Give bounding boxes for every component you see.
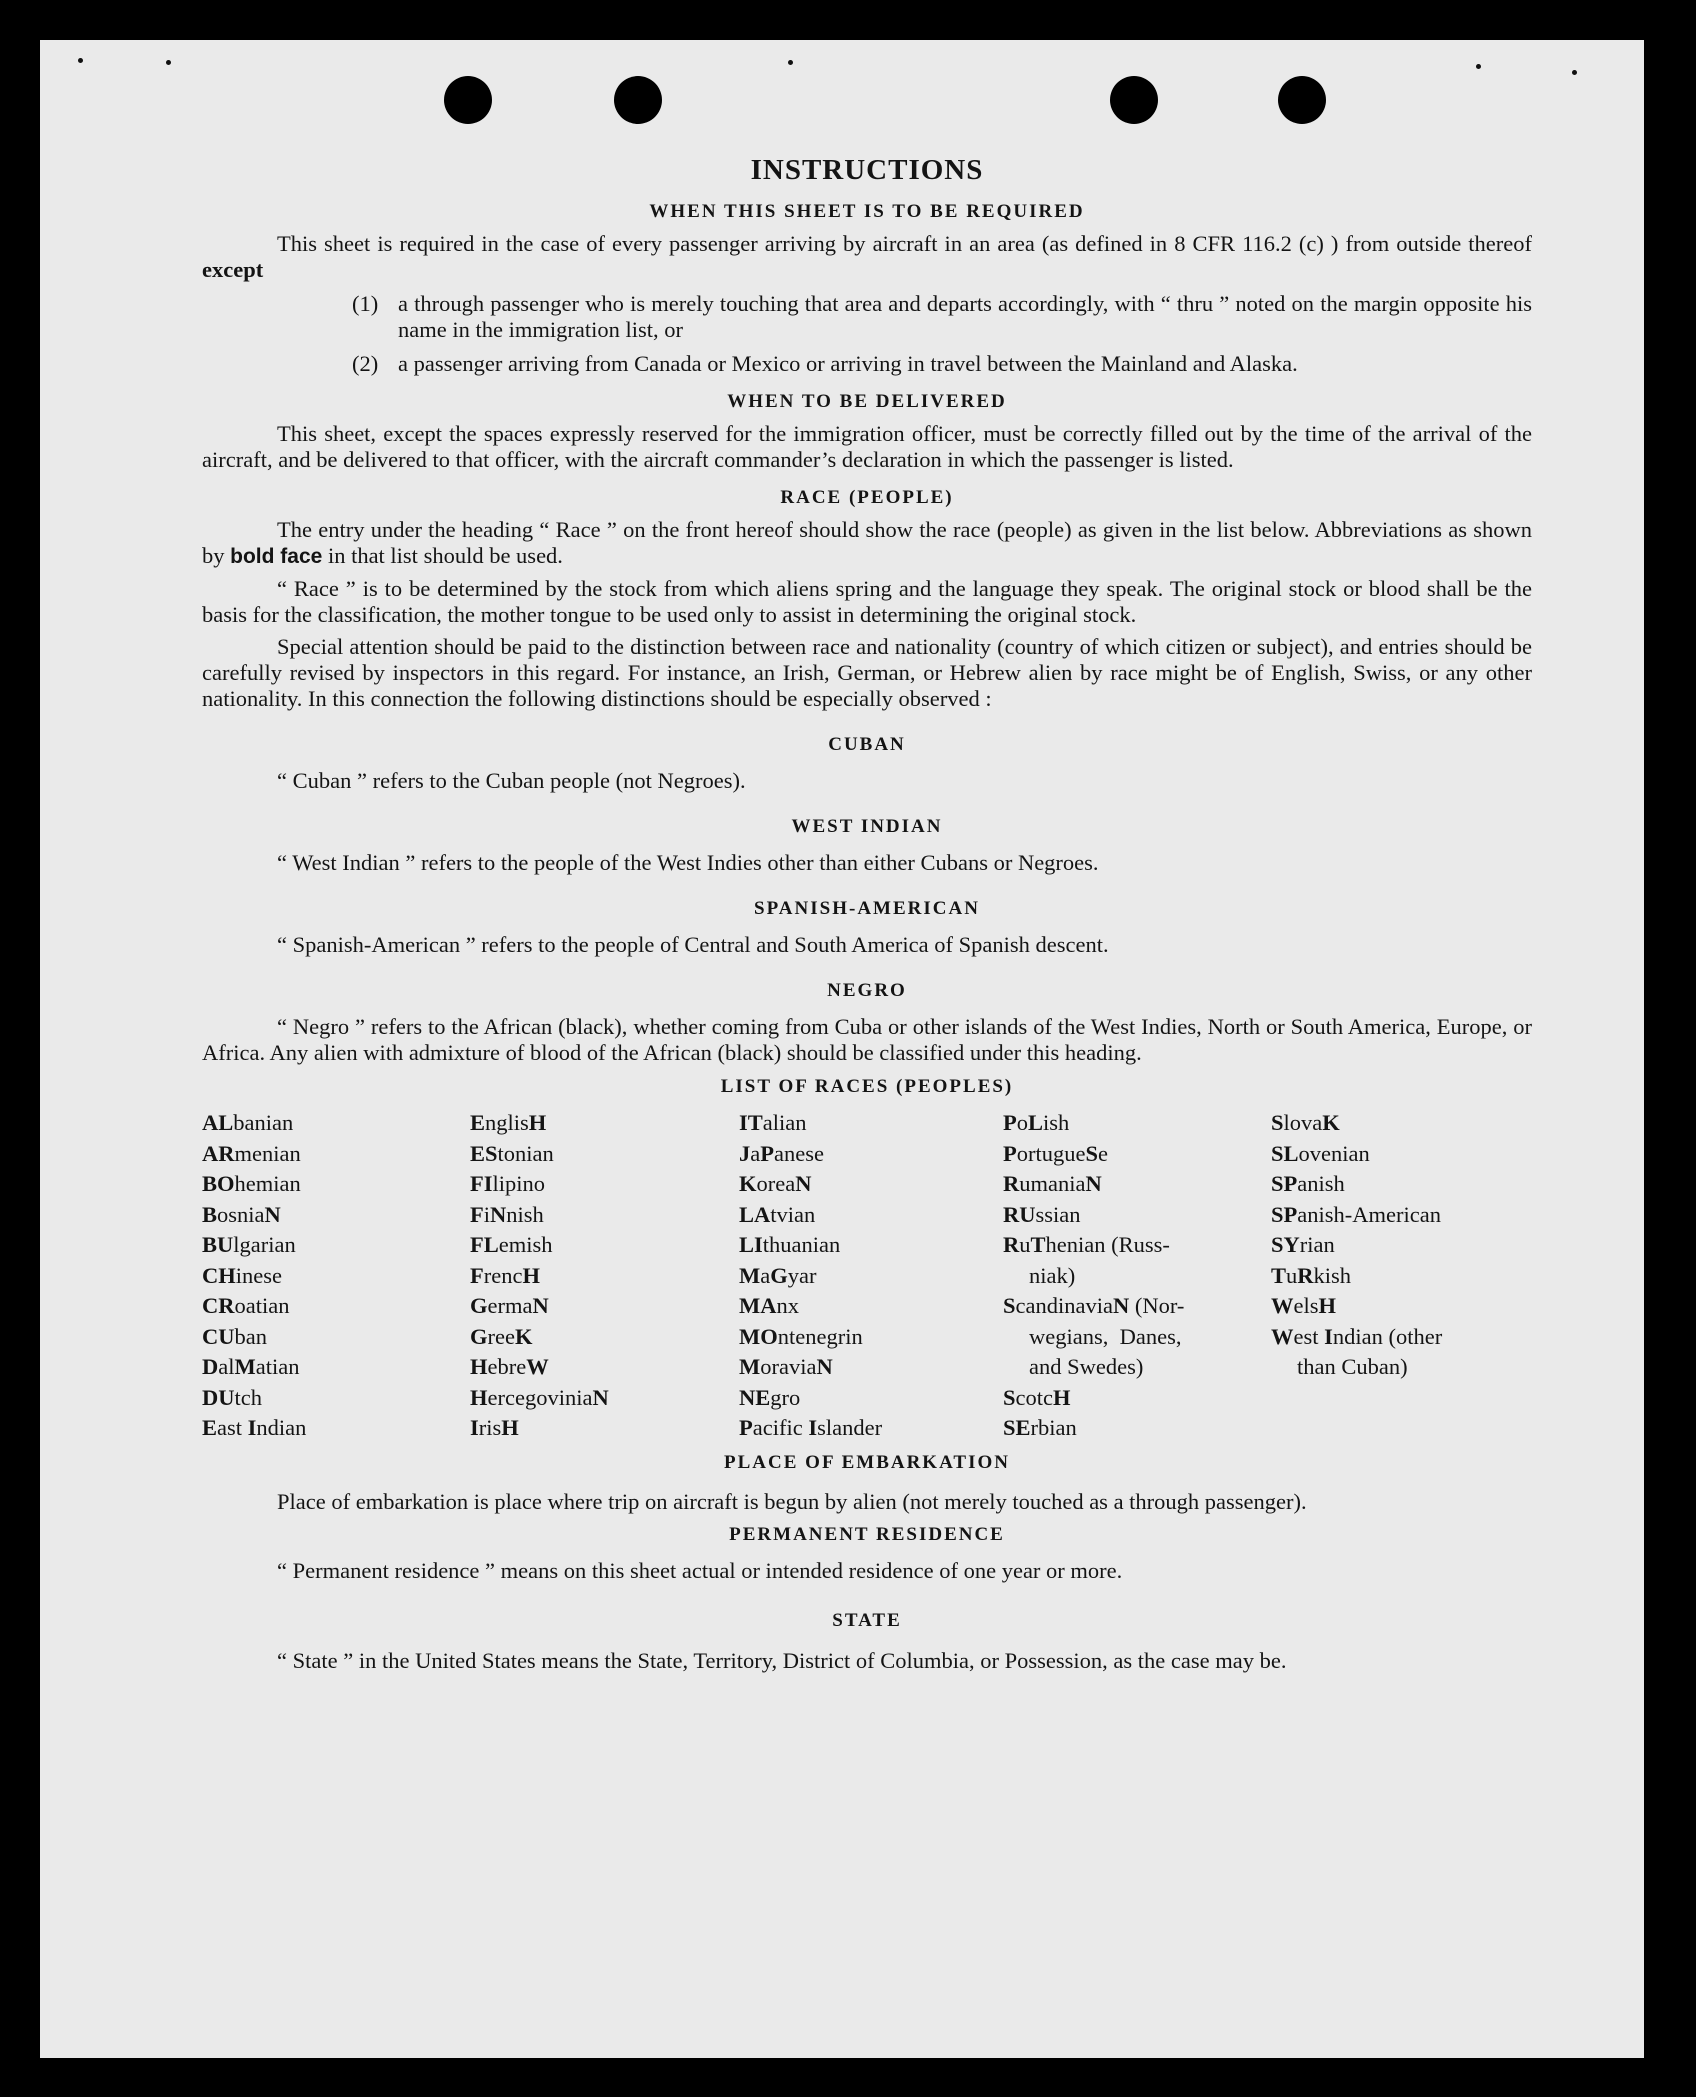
race-item: PortugueSe xyxy=(1003,1140,1108,1166)
race-text-a: The entry under the heading “ Race ” on the front hereof should show the race (people) as given in the list below. Abbreviations as shown by xyxy=(202,517,1532,568)
section-heading-negro: NEGRO xyxy=(827,980,907,1001)
race-item: WelsH xyxy=(1271,1293,1337,1318)
race-item: DalMatian xyxy=(202,1354,300,1379)
race-item: ALbanian xyxy=(202,1110,294,1135)
race-item: SPanish-American xyxy=(1271,1201,1441,1227)
race-item: BUlgarian xyxy=(202,1232,296,1257)
punch-hole xyxy=(444,76,492,124)
race-item: IrisH xyxy=(470,1415,519,1440)
cuban-paragraph: “ Cuban ” refers to the Cuban people (not Negroes). xyxy=(277,768,746,793)
section-heading-west-indian: WEST INDIAN xyxy=(791,816,943,837)
race-item: GermaN xyxy=(470,1293,549,1318)
race-item: SLovenian xyxy=(1271,1140,1370,1166)
race-item: JaPanese xyxy=(739,1140,824,1166)
race-item: SlovaK xyxy=(1271,1110,1340,1135)
state-paragraph: “ State ” in the United States means the State, Territory, District of Columbia, or Possession, as the case may be. xyxy=(277,1647,1287,1673)
races-column xyxy=(739,1108,1003,1444)
race-item: ScotcH xyxy=(1003,1384,1071,1410)
race-item: GreeK xyxy=(470,1323,533,1349)
race-item: West Indian (other xyxy=(1271,1323,1443,1349)
race-item: RumaniaN xyxy=(1003,1171,1102,1196)
races-column xyxy=(470,1108,739,1444)
race-paragraph-2: “ Race ” is to be determined by the stock from which aliens spring and the language they speak. The original stock or blood shall be the basis for the classification, the mother tongue to be used only to assist in determining the original stock. xyxy=(202,576,1532,627)
race-item: MaGyar xyxy=(739,1262,817,1288)
race-text-b: in that list should be used. xyxy=(327,543,563,568)
instructions-content xyxy=(202,154,1532,1678)
race-item: SErbian xyxy=(1003,1415,1077,1440)
race-item: EStonian xyxy=(470,1140,554,1166)
race-item: EnglisH xyxy=(470,1110,547,1135)
race-item: ITalian xyxy=(739,1110,807,1135)
embarkation-paragraph: Place of embarkation is place where trip on aircraft is begun by alien (not merely touched as a through passenger). xyxy=(277,1488,1307,1514)
required-paragraph xyxy=(202,231,1532,283)
punch-hole xyxy=(1278,76,1326,124)
bold-face-emphasis: bold face xyxy=(230,545,323,568)
races-column xyxy=(1003,1108,1271,1444)
race-item: MAnx xyxy=(739,1293,799,1318)
race-item: MoraviaN xyxy=(739,1354,833,1379)
section-heading-list-of-races: LIST OF RACES (PEOPLES) xyxy=(720,1076,1014,1097)
punch-hole xyxy=(614,76,662,124)
race-item: niak) xyxy=(1029,1262,1076,1288)
section-heading-state: STATE xyxy=(832,1609,902,1631)
races-column xyxy=(1271,1108,1511,1444)
race-paragraph-1 xyxy=(202,517,1532,570)
section-heading-race: RACE (PEOPLE) xyxy=(780,487,954,508)
race-item: NEgro xyxy=(739,1384,801,1410)
race-item: CRoatian xyxy=(202,1293,290,1318)
race-item: SYrian xyxy=(1271,1232,1335,1257)
race-item: than Cuban) xyxy=(1297,1354,1408,1379)
page-title: INSTRUCTIONS xyxy=(750,154,984,186)
speck xyxy=(166,60,171,65)
race-item: MOntenegrin xyxy=(739,1323,863,1349)
race-item: FiNnish xyxy=(470,1201,544,1227)
race-item: RUssian xyxy=(1003,1201,1081,1227)
document-sheet xyxy=(40,40,1644,2058)
speck xyxy=(78,58,83,63)
race-item: SPanish xyxy=(1271,1171,1345,1196)
delivered-paragraph: This sheet, except the spaces expressly reserved for the immigration officer, must be correctly filled out by the time of the arrival of the aircraft, and be delivered to that officer, with the aircraft commander’s declaration in which the passenger is listed. xyxy=(202,421,1532,472)
race-item: Pacific Islander xyxy=(739,1415,883,1440)
race-item: BOhemian xyxy=(202,1171,301,1196)
except-emphasis: except xyxy=(202,257,264,282)
item-text: a through passenger who is merely touching that area and departs accordingly, with “ thru ” noted on the margin opposite his name in the immigration list, or xyxy=(398,291,1532,342)
race-item: HercegoviniaN xyxy=(470,1384,609,1410)
race-item: FrencH xyxy=(470,1262,540,1288)
race-item: BosniaN xyxy=(202,1201,281,1227)
races-list xyxy=(202,1108,1532,1444)
race-item: LIthuanian xyxy=(739,1232,841,1257)
speck xyxy=(1476,64,1481,69)
races-column xyxy=(202,1108,470,1444)
race-item: TuRkish xyxy=(1271,1262,1352,1288)
race-item: HebreW xyxy=(470,1354,549,1379)
race-item: DUtch xyxy=(202,1384,262,1410)
race-item: ScandinaviaN (Nor- xyxy=(1003,1293,1185,1318)
race-item: wegians, Danes, xyxy=(1029,1323,1182,1349)
section-heading-spanish-american: SPANISH-AMERICAN xyxy=(754,898,980,919)
residence-paragraph: “ Permanent residence ” means on this sheet actual or intended residence of one year or more. xyxy=(277,1557,1123,1583)
section-heading-required: WHEN THIS SHEET IS TO BE REQUIRED xyxy=(649,201,1085,222)
race-item: East Indian xyxy=(202,1415,307,1440)
race-item: CUban xyxy=(202,1323,267,1349)
list-item xyxy=(352,351,1532,377)
race-item: KoreaN xyxy=(739,1171,812,1196)
race-item: and Swedes) xyxy=(1029,1354,1144,1379)
speck xyxy=(788,60,793,65)
race-item: ARmenian xyxy=(202,1140,301,1166)
race-item: FIlipino xyxy=(470,1171,546,1196)
section-heading-embarkation: PLACE OF EMBARKATION xyxy=(724,1451,1010,1473)
item-text: a passenger arriving from Canada or Mexico or arriving in travel between the Mainland and Alaska. xyxy=(398,351,1298,376)
section-heading-delivered: WHEN TO BE DELIVERED xyxy=(727,391,1007,412)
section-heading-cuban: CUBAN xyxy=(828,734,906,755)
item-number: (2) xyxy=(352,351,379,376)
race-paragraph-3: Special attention should be paid to the distinction between race and nationality (country of which citizen or subject), and entries should be carefully revised by inspectors in this regard. For instance, an Irish, German, or Hebrew alien by race might be of English, Swiss, or any other nationality. In this connection the following distinctions should be especially observed : xyxy=(202,634,1532,711)
race-item: FLemish xyxy=(470,1232,553,1257)
item-number: (1) xyxy=(352,291,379,316)
race-item: RuThenian (Russ- xyxy=(1003,1232,1170,1257)
race-item: LAtvian xyxy=(739,1201,816,1227)
list-item xyxy=(352,291,1532,343)
west-indian-paragraph: “ West Indian ” refers to the people of the West Indies other than either Cubans or Negroes. xyxy=(277,850,1099,875)
required-text: This sheet is required in the case of every passenger arriving by aircraft in an area (as defined in 8 CFR 116.2 (c) ) from outside thereof xyxy=(277,231,1532,256)
punch-hole xyxy=(1110,76,1158,124)
race-item: PoLish xyxy=(1003,1110,1070,1135)
speck xyxy=(1572,70,1577,75)
race-item: CHinese xyxy=(202,1262,282,1288)
spanish-american-paragraph: “ Spanish-American ” refers to the people of Central and South America of Spanish descent. xyxy=(277,932,1109,957)
section-heading-residence: PERMANENT RESIDENCE xyxy=(729,1523,1005,1545)
negro-paragraph: “ Negro ” refers to the African (black), whether coming from Cuba or other islands of the West Indies, North or South America, Europe, or Africa. Any alien with admixture of blood of the African (black) should be classified under this heading. xyxy=(202,1014,1532,1065)
